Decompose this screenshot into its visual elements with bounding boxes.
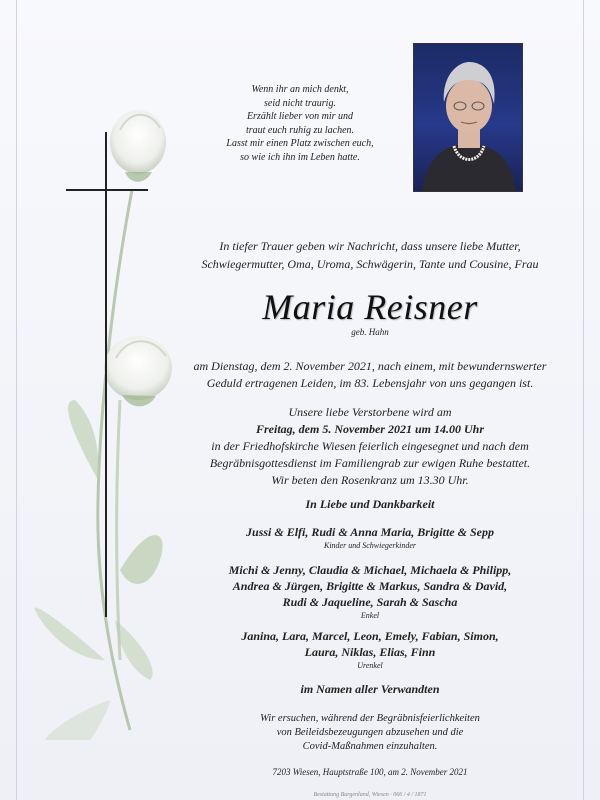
death-line: am Dienstag, dem 2. November 2021, nach einem, mit bewundernswerter — [193, 359, 547, 373]
request-line: von Beileidsbezeugungen abzusehen und die — [276, 727, 464, 738]
condolence-request — [150, 712, 590, 754]
family-names: Andrea & Jürgen, Brigitte & Markus, Sandra & David, — [232, 579, 508, 593]
service-line: Begräbnisgottesdienst im Familiengrab zur ewigen Ruhe bestattet. — [209, 456, 531, 470]
poem-line: Erzählt lieber von mir und — [246, 111, 354, 122]
intro-text — [150, 237, 590, 273]
rose-bloom-top — [110, 110, 166, 182]
service-date-text: Freitag, dem 5. November 2021 um 14.00 Uhr — [256, 422, 484, 436]
poem-line: seid nicht traurig. — [264, 97, 336, 109]
service-date — [150, 421, 590, 438]
all-relatives: im Namen aller Verwandten — [300, 682, 440, 696]
request-line: Wir ersuchen, während der Begräbnisfeierlichkeiten — [260, 713, 480, 724]
funeral-service — [150, 404, 590, 489]
poem-line: Wenn ihr an mich denkt, — [251, 84, 349, 95]
maiden-name: geb. Hahn — [351, 327, 389, 337]
family-names: Janina, Lara, Marcel, Leon, Emely, Fabian, Simon, — [241, 629, 499, 643]
family-relation: Enkel — [360, 611, 380, 620]
service-line: in der Friedhofskirche Wiesen feierlich eingesegnet und nach dem — [211, 439, 529, 453]
family-names: Rudi & Jaqueline, Sarah & Sascha — [282, 595, 458, 609]
poem-line: traut euch ruhig zu lachen. — [245, 124, 355, 136]
cross-vertical — [105, 132, 107, 617]
family-group-grandchildren — [150, 562, 590, 621]
poem-line: so wie ich ihn im Leben hatte. — [240, 151, 360, 163]
deceased-name: Maria Reisner — [262, 287, 478, 327]
family-names: Laura, Niklas, Elias, Finn — [304, 645, 436, 659]
poem-line: Lasst mir einen Platz zwischen euch, — [226, 138, 374, 149]
place-date: 7203 Wiesen, Hauptstraße 100, am 2. November 2021 — [272, 767, 468, 777]
intro-line: In tiefer Trauer geben wir Nachricht, dass unsere liebe Mutter, — [219, 239, 521, 253]
portrait-photo — [413, 43, 523, 192]
footer-imprint: Bestattung Burgenland, Wiesen · 066 / 4 / 1871 — [313, 792, 427, 798]
service-line: Unsere liebe Verstorbene wird am — [288, 405, 452, 419]
poem — [200, 83, 400, 164]
request-line: Covid-Maßnahmen einzuhalten. — [302, 741, 438, 752]
intro-line: Schwiegermutter, Oma, Uroma, Schwägerin, Tante und Cousine, Frau — [201, 257, 539, 271]
family-names: Michi & Jenny, Claudia & Michael, Michaela & Philipp, — [228, 563, 512, 577]
family-group-great-grandchildren — [150, 628, 590, 671]
love-gratitude: In Liebe und Dankbarkeit — [305, 497, 435, 511]
death-line: Geduld ertragenen Leiden, im 83. Lebensjahr von uns gegangen ist. — [206, 376, 534, 390]
cross-horizontal — [66, 189, 148, 191]
service-line: Wir beten den Rosenkranz um 13.30 Uhr. — [271, 473, 469, 487]
family-relation: Urenkel — [357, 661, 383, 670]
family-names: Jussi & Elfi, Rudi & Anna Maria, Brigitte & Sepp — [246, 525, 494, 539]
family-relation: Kinder und Schwiegerkinder — [324, 541, 416, 550]
death-notice — [150, 358, 590, 392]
portrait-figure — [414, 44, 523, 192]
family-group-children — [150, 524, 590, 551]
